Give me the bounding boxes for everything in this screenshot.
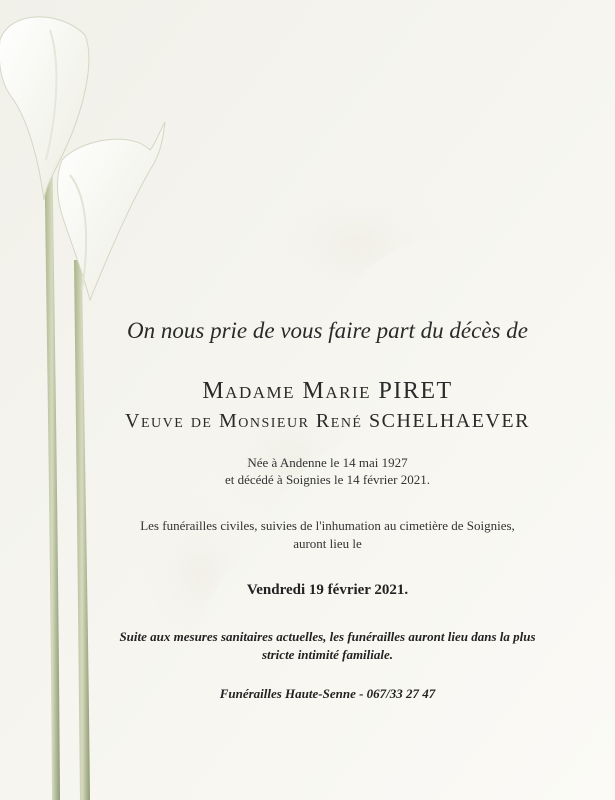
funeral-details-line-2: auront lieu le — [293, 536, 362, 551]
sanitary-notice-line-2: stricte intimité familiale. — [261, 647, 394, 662]
intro-text: On nous prie de vous faire part du décès de — [127, 318, 528, 343]
funeral-details-line-1: Les funérailles civiles, suivies de l'inhumation au cimetière de Soignies, — [140, 518, 515, 533]
deceased-name: Madame Marie PIRET — [202, 378, 453, 404]
funeral-home-contact: Funérailles Haute-Senne - 067/33 27 47 — [219, 686, 436, 701]
death-line: et décédé à Soignies le 14 février 2021. — [224, 472, 431, 487]
birth-line: Née à Andenne le 14 mai 1927 — [247, 455, 408, 470]
sanitary-notice-line-1: Suite aux mesures sanitaires actuelles, les funérailles auront lieu dans la plus — [119, 629, 536, 644]
widow-of-line: Veuve de Monsieur René SCHELHAEVER — [125, 410, 530, 432]
funeral-date: Vendredi 19 février 2021. — [246, 582, 409, 598]
